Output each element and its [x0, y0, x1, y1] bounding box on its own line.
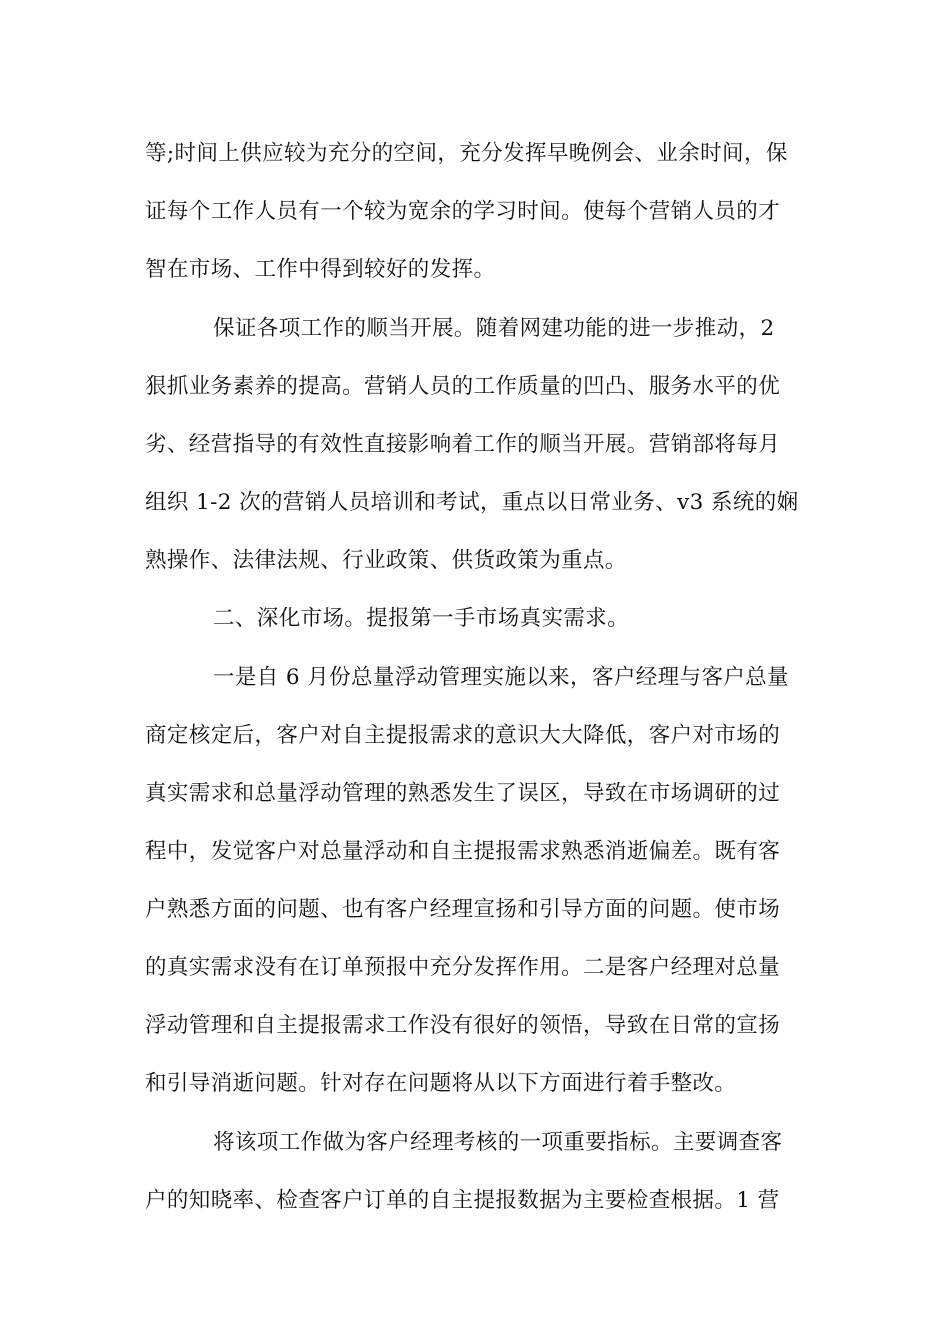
text-line-2: 证每个工作人员有一个较为宽余的学习时间。使每个营销人员的才	[145, 199, 781, 224]
text-line-15: 的真实需求没有在订单预报中充分发挥作用。二是客户经理对总量	[145, 955, 781, 980]
text-line-3: 智在市场、工作中得到较好的发挥。	[145, 257, 496, 282]
text-line-6: 劣、经营指导的有效性直接影响着工作的顺当开展。营销部将每月	[145, 432, 781, 457]
text-line-1: 等;时间上供应较为充分的空间，充分发挥早晚例会、业余时间，保	[145, 141, 788, 166]
text-line-10: 一是自 6 月份总量浮动管理实施以来，客户经理与客户总量	[213, 665, 790, 690]
text-line-18: 将该项工作做为客户经理考核的一项重要指标。主要调查客	[213, 1130, 783, 1155]
text-line-8: 熟操作、法律法规、行业政策、供货政策为重点。	[145, 548, 627, 573]
text-line-4: 保证各项工作的顺当开展。随着网建功能的进一步推动，2	[213, 316, 775, 341]
text-line-11: 商定核定后，客户对自主提报需求的意识大大降低，客户对市场的	[145, 723, 781, 748]
text-line-5: 狠抓业务素养的提高。营销人员的工作质量的凹凸、服务水平的优	[145, 374, 781, 399]
text-line-17: 和引导消逝问题。针对存在问题将从以下方面进行着手整改。	[145, 1071, 737, 1096]
text-line-14: 户熟悉方面的问题、也有客户经理宣扬和引导方面的问题。使市场	[145, 897, 781, 922]
section-heading: 二、深化市场。提报第一手市场真实需求。	[213, 606, 630, 631]
text-line-12: 真实需求和总量浮动管理的熟悉发生了误区，导致在市场调研的过	[145, 781, 781, 806]
text-line-19: 户的知晓率、检查客户订单的自主提报数据为主要检查根据。1 营	[145, 1188, 780, 1213]
text-line-13: 程中，发觉客户对总量浮动和自主提报需求熟悉消逝偏差。既有客	[145, 839, 781, 864]
text-line-7: 组织 1-2 次的营销人员培训和考试，重点以日常业务、v3 系统的娴	[145, 490, 799, 515]
text-line-16: 浮动管理和自主提报需求工作没有很好的领悟，导致在日常的宣扬	[145, 1013, 781, 1038]
